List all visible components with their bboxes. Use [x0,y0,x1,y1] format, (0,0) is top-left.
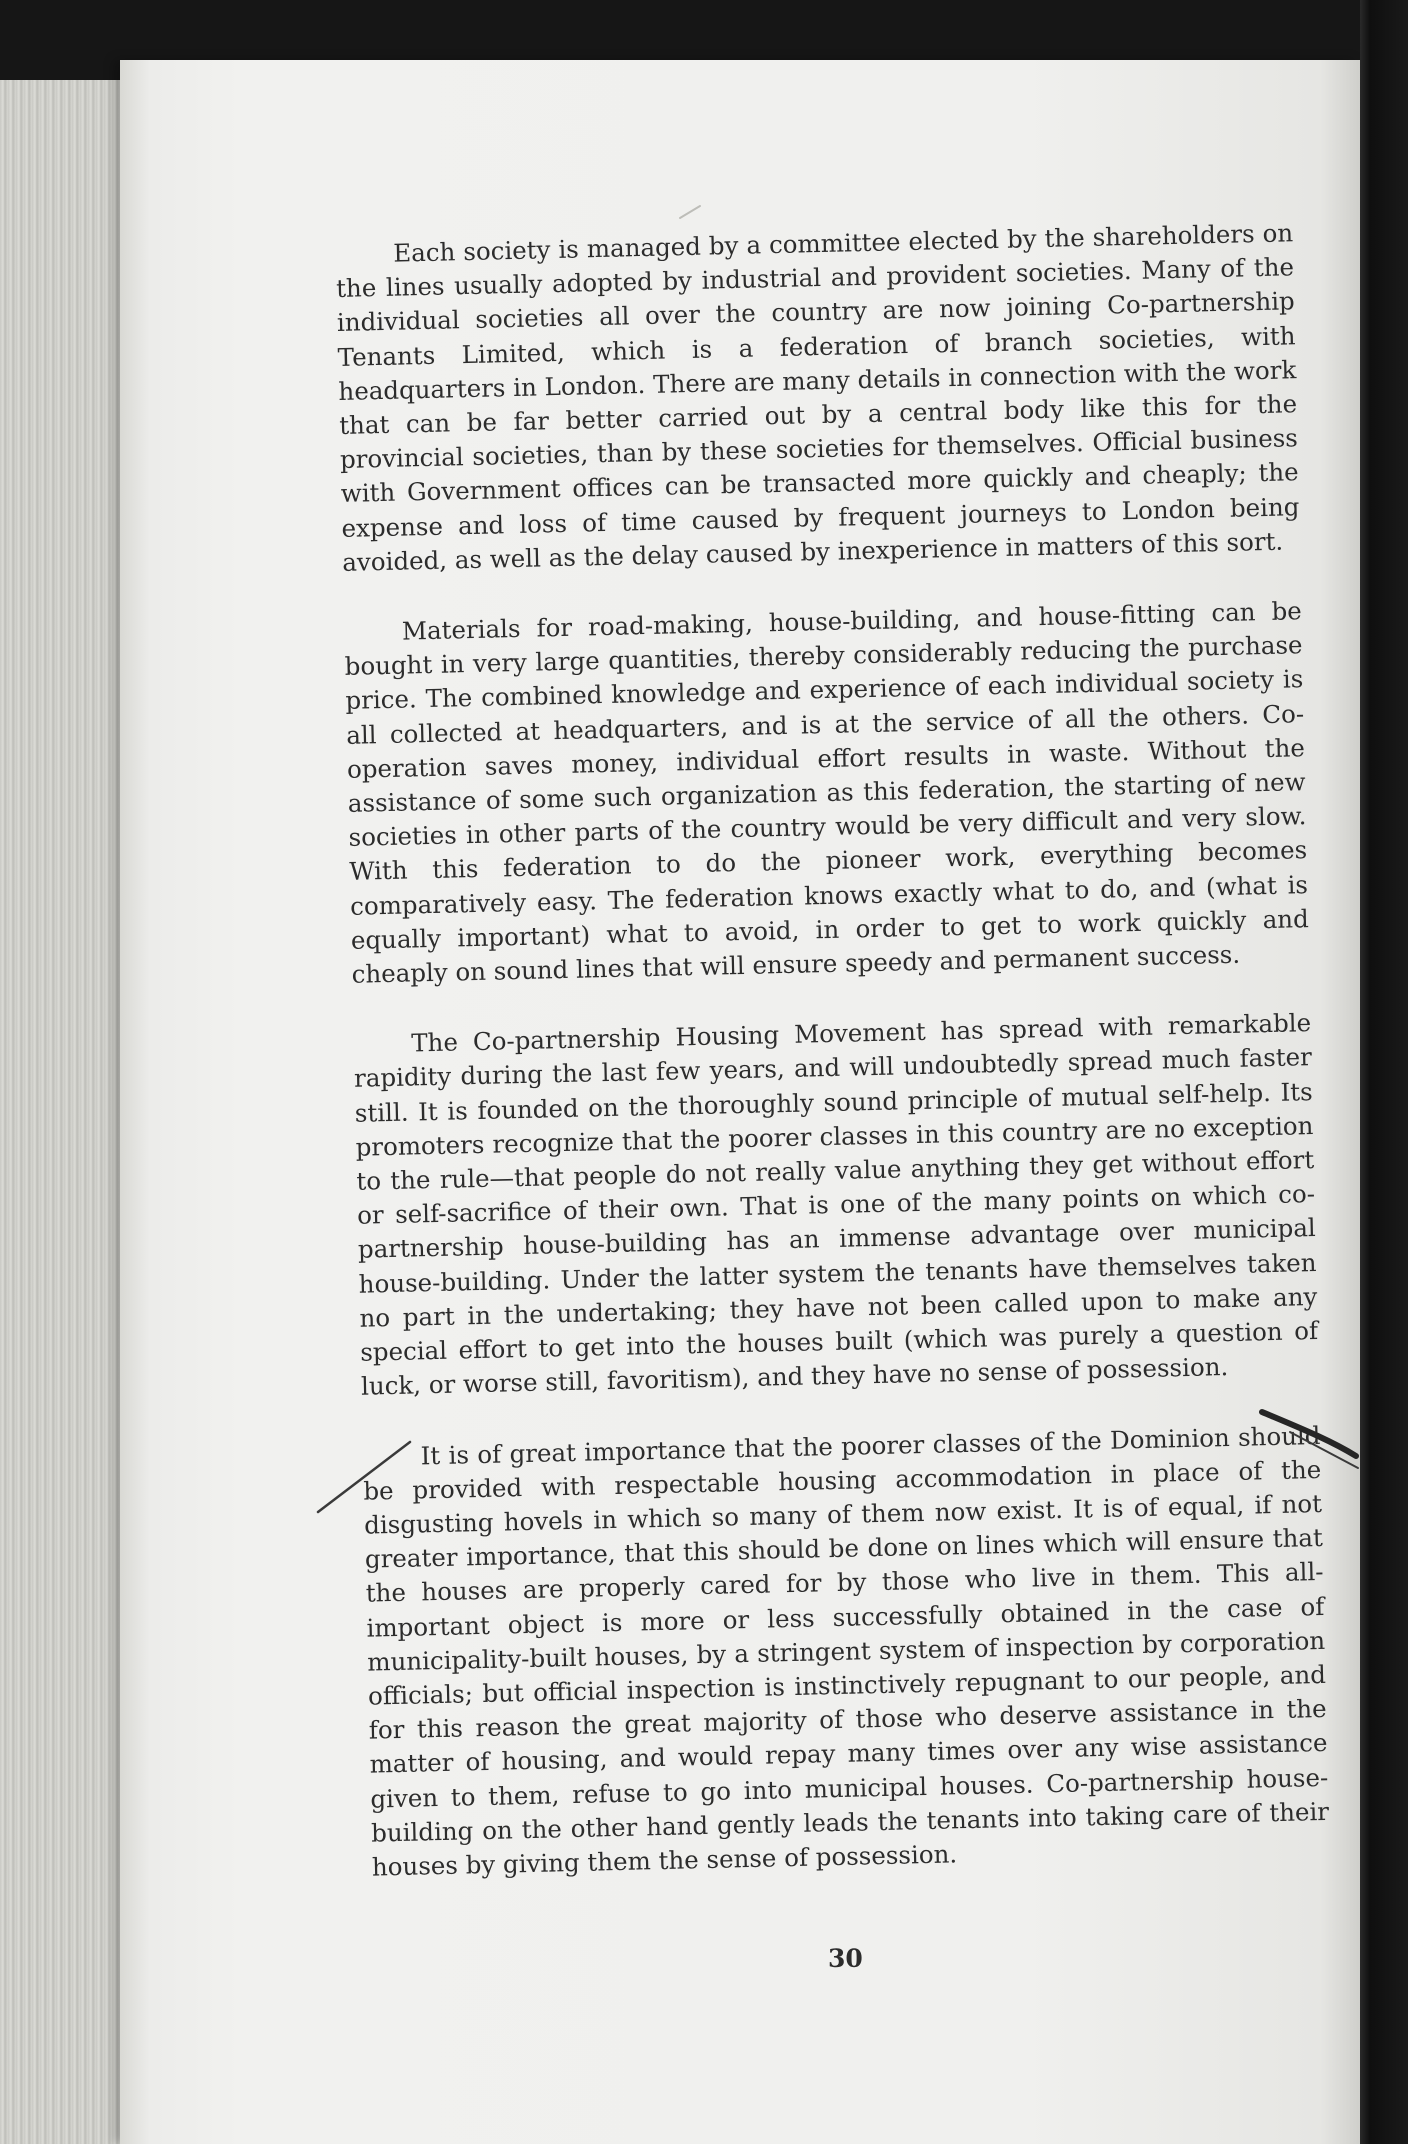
paragraph-4: It is of great importance that the poorer classes of the Dominion should be provided with respectable housing accommodation in place of the disgusting hovels in which so many of them now exist. It is of equal, if not greater importance, that this should be done on lines which will ensure that the houses are properly cared for by those who live in them. This all-important object is more or less successfully obtained in the case of municipality-built houses, by a stringent system of inspection by corporation officials; but official inspection is instinctively repugnant to our people, and for this reason the great majority of those who deserve assistance in the matter of housing, and would repay many times over any wise assistance given to them, refuse to go into municipal houses. Co-partnership house-building on the other hand gently leads the tenants into taking care of their houses by giving them the sense of possession. [363,1420,1330,1882]
paragraph-1: Each society is managed by a committee elected by the shareholders on the lines usually adopted by industrial and provident societies. Many of the individual societies all over the country are now joining Co-partnership Tenants Limited, which is a federation of branch societies, with headquarters in London. There are many details in connection with the work that can be far better carried out by a central body like this for the provincial societies, than by these societies for themselves. Official business with Government offices can be transacted more quickly and cheaply; the expense and loss of time caused by frequent journeys to London being avoided, as well as the delay caused by inexperience in matters of this sort. [335,218,1300,577]
body-text [335,216,1331,1920]
book-page-edges [0,80,140,2144]
paragraph-2: Materials for road-making, house-building, and house-fitting can be bought in very large quantities, thereby considerably reducing the purchase price. The combined knowledge and experience of each individual society is all collected at headquarters, and is at the service of all the others. Co-operation saves money, individual effort results in waste. Without the assistance of some such organization as this federation, the starting of new societies in other parts of the country would be very difficult and very slow. With this federation to do the pioneer work, everything becomes comparatively easy. The federation knows exactly what to do, and (what is equally important) what to avoid, in order to get to work quickly and cheaply on sound lines that will ensure speedy and permanent success. [344,596,1310,989]
paragraph-3: The Co-partnership Housing Movement has spread with remarkable rapidity during the last few years, and will undoubtedly spread much faster still. It is founded on the thoroughly sound principle of mutual self-help. Its promoters recognize that the poorer classes in this country are no exception to the rule—that people do not really value anything they get without effort or self-sacrifice of their own. That is one of the many points on which co-partnership house-building has an immense advantage over municipal house-building. Under the latter system the tenants have themselves taken no part in the undertaking; they have not been called upon to make any special effort to get into the houses built (which was purely a question of luck, or worse still, favoritism), and they have no sense of possession. [353,1008,1319,1401]
page-number: 30 [828,1944,863,1973]
scan-border [1360,0,1408,2144]
